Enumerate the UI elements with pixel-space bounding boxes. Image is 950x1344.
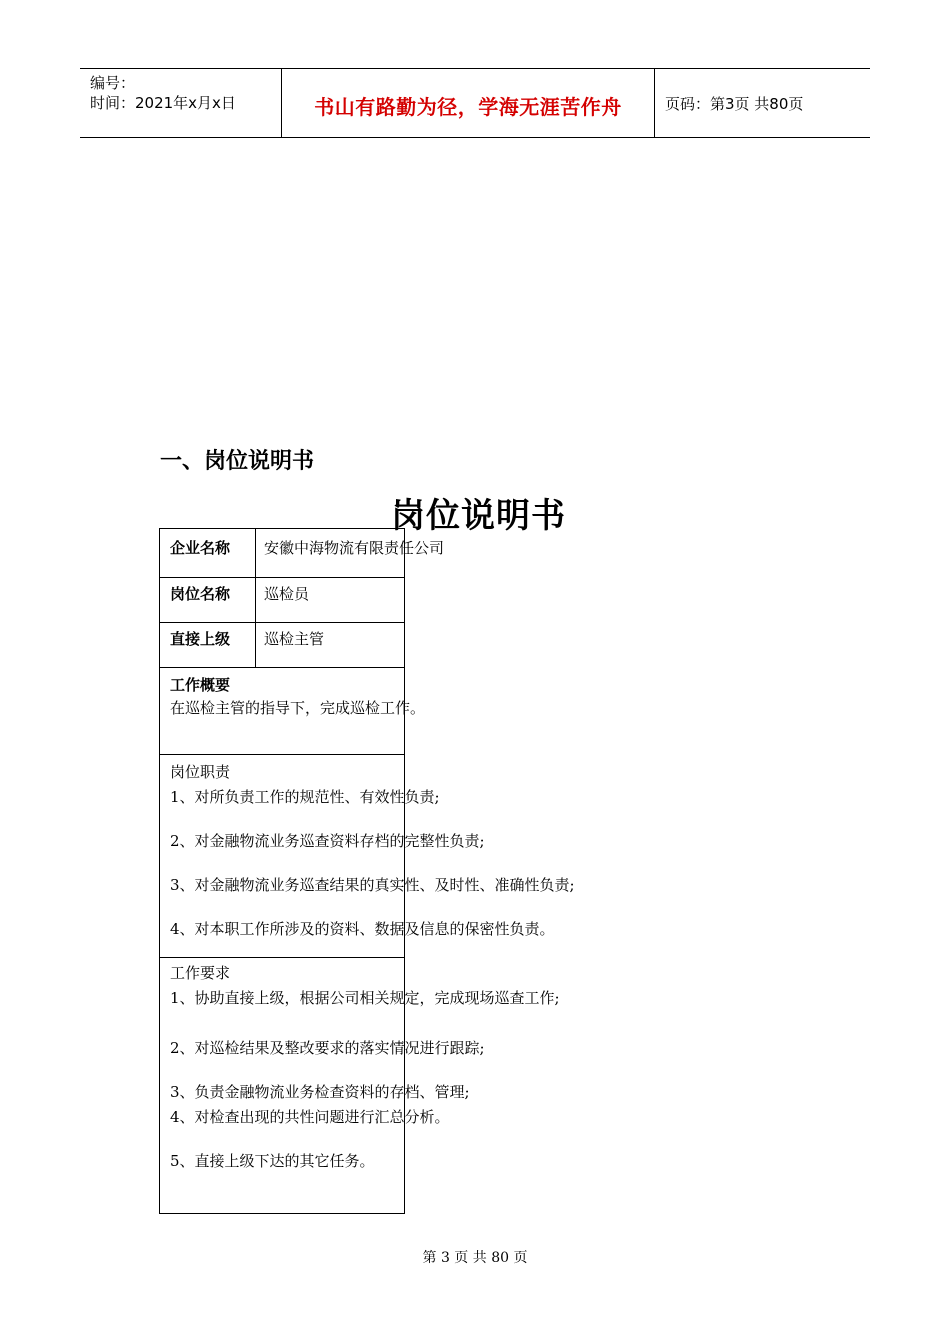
supervisor-value: 巡检主管 [264, 630, 325, 648]
requirement-item: 4、对检查出现的共性问题进行汇总分析。 [170, 1108, 450, 1126]
requirements-heading: 工作要求 [170, 964, 231, 982]
duty-item: 1、对所负责工作的规范性、有效性负责; [170, 788, 440, 806]
requirement-item: 2、对巡检结果及整改要求的落实情况进行跟踪; [170, 1039, 485, 1057]
position-label: 岗位名称 [170, 585, 231, 603]
code-label: 编号： [90, 74, 136, 92]
page-footer: 第 3 页 共 80 页 [422, 1250, 528, 1266]
document-title: 岗位说明书 [391, 496, 566, 536]
requirement-item: 5、直接上级下达的其它任务。 [170, 1152, 375, 1170]
requirement-item: 1、协助直接上级，根据公司相关规定，完成现场巡查工作; [170, 989, 560, 1007]
duty-item: 4、对本职工作所涉及的资料、数据及信息的保密性负责。 [170, 920, 555, 938]
header-divider [654, 69, 655, 137]
row-divider [160, 622, 404, 623]
duties-heading: 岗位职责 [170, 763, 231, 781]
header-page-info: 页码：第3页 共80页 [665, 95, 804, 113]
date-label: 时间：2021年x月x日 [90, 94, 236, 112]
row-divider [160, 754, 404, 755]
header-meta [90, 73, 236, 113]
overview-text: 在巡检主管的指导下，完成巡检工作。 [170, 699, 426, 717]
header-motto: 书山有路勤为径，学海无涯苦作舟 [314, 95, 622, 119]
supervisor-label: 直接上级 [170, 630, 231, 648]
company-value: 安徽中海物流有限责任公司 [264, 539, 445, 557]
row-divider [160, 577, 404, 578]
column-divider [255, 529, 256, 667]
row-divider [160, 957, 404, 958]
duty-item: 3、对金融物流业务巡查结果的真实性、及时性、准确性负责; [170, 876, 575, 894]
overview-heading: 工作概要 [170, 676, 231, 694]
duty-item: 2、对金融物流业务巡查资料存档的完整性负责; [170, 832, 485, 850]
section-title: 一、岗位说明书 [160, 449, 315, 474]
page-header [80, 68, 870, 138]
job-description-table [159, 528, 575, 1214]
company-label: 企业名称 [170, 539, 231, 557]
position-value: 巡检员 [264, 585, 310, 603]
row-divider [160, 667, 404, 668]
requirement-item: 3、负责金融物流业务检查资料的存档、管理; [170, 1083, 470, 1101]
